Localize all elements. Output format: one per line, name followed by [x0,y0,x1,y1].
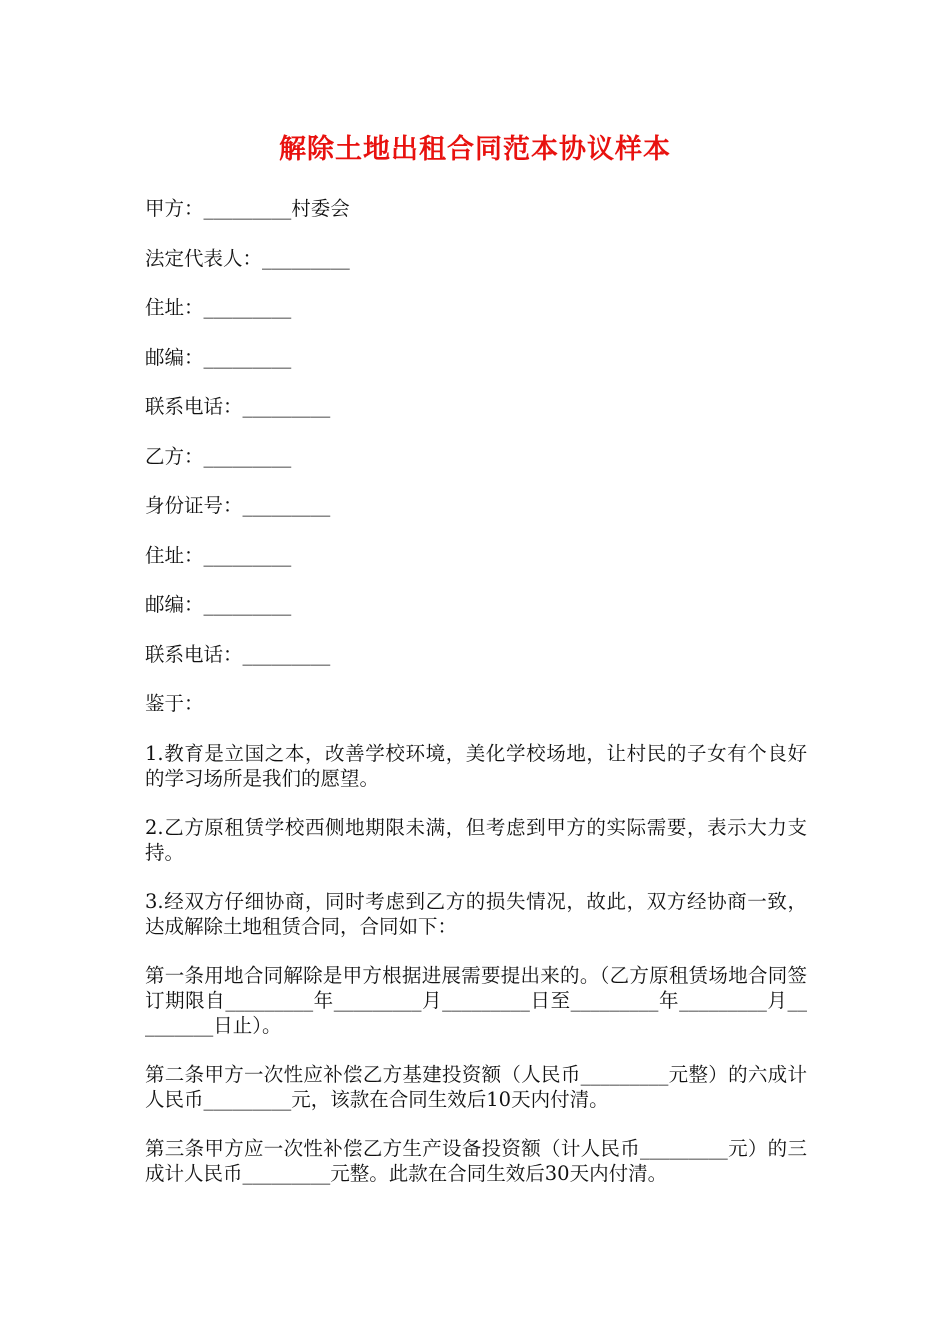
document-body [145,196,807,1210]
party-b-field: 乙方：_________ [145,444,292,468]
party-a-field: 甲方：_________村委会 [145,197,350,220]
recital-1: 1.教育是立国之本，改善学校环境，美化学校场地，让村民的子女有个良好的学习场所是我们的愿望。 [145,741,807,790]
recital-3: 3.经双方仔细协商，同时考虑到乙方的损失情况，故此，双方经协商一致，达成解除土地租赁合同，合同如下： [145,889,807,938]
party-b-phone-field: 联系电话：_________ [145,642,331,666]
party-a-phone-field: 联系电话：_________ [145,395,331,418]
party-b-postcode-field: 邮编：_________ [145,593,292,616]
document-title: 解除土地出租合同范本协议样本 [279,134,671,165]
party-a-address-field: 住址：_________ [145,296,292,319]
party-a-postcode-field: 邮编：_________ [145,345,292,369]
whereas-heading: 鉴于： [145,692,204,715]
article-1: 第一条用地合同解除是甲方根据进展需要提出来的。（乙方原租赁场地合同签订期限自_________年_________月_________日至_________年_________月_________日止）。 [145,963,807,1037]
party-b-address-field: 住址：_________ [145,543,292,567]
legal-representative-field: 法定代表人：_________ [145,246,350,270]
recital-2: 2.乙方原租赁学校西侧地期限未满，但考虑到甲方的实际需要，表示大力支持。 [145,815,807,864]
article-3: 第三条甲方应一次性补偿乙方生产设备投资额（计人民币_________元）的三成计人民币_________元整。此款在合同生效后30天内付清。 [145,1136,807,1185]
article-2: 第二条甲方一次性应补偿乙方基建投资额（人民币_________元整）的六成计人民币_________元，该款在合同生效后10天内付清。 [145,1062,807,1111]
party-b-id-number-field: 身份证号：_________ [145,494,331,517]
